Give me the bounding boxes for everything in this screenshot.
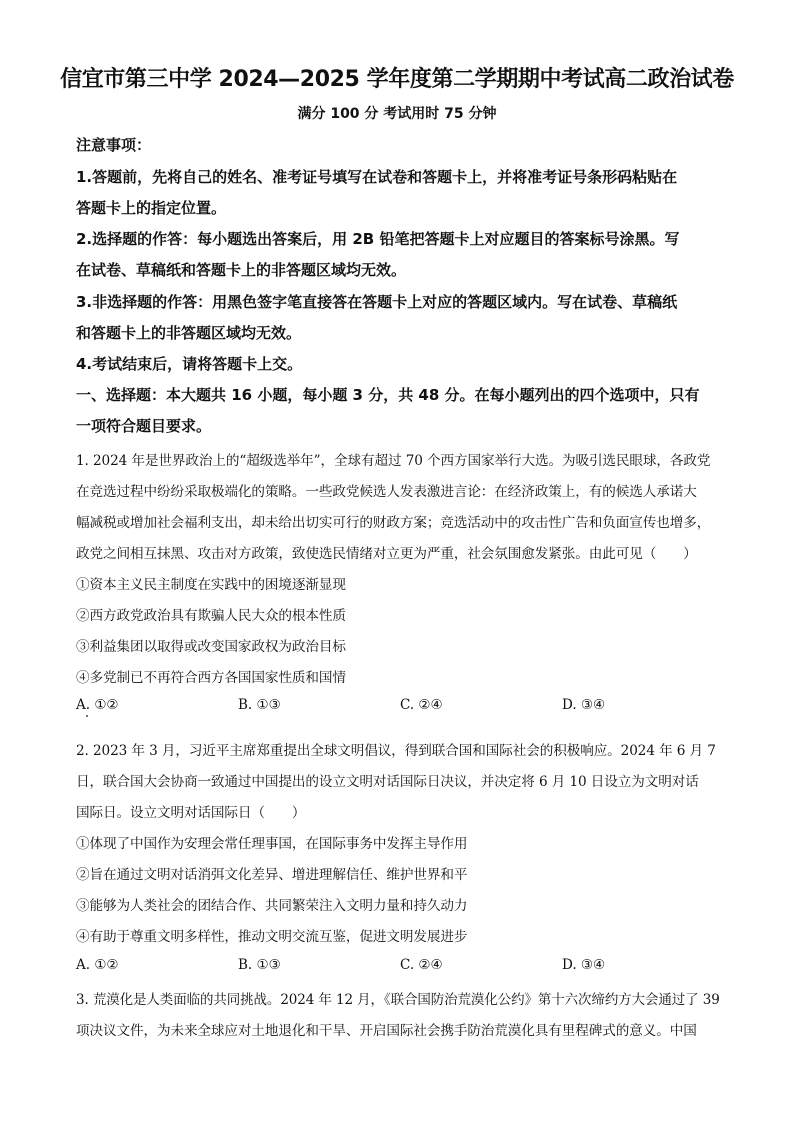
statement-3: ③能够为人类社会的团结合作、共同繁荣注入文明力量和持久动力 — [76, 898, 468, 914]
exam-subtitle: 满分 100 分 考试用时 75 分钟 — [297, 106, 497, 122]
section-heading: 一、选择题：本大题共 16 小题，每小题 3 分，共 48 分。在每小题列出的四个选项中，只有 — [76, 386, 700, 404]
question-1-stem: 幅减税或增加社会福利支出，却未给出切实可行的财政方案；竞选活动中的攻击性广告和负面宣传也增多， — [76, 515, 711, 531]
option-a: A. ①② — [76, 957, 119, 973]
statement-4: ④多党制已不再符合西方各国国家性质和国情 — [76, 670, 346, 686]
section-heading: 一项符合题目要求。 — [76, 417, 212, 435]
question-1-stem: 政党之间相互抹黑、攻击对方政策，致使选民情绪对立更为严重，社会氛围愈发紧张。由此可见（ ） — [76, 546, 697, 562]
question-2-stem: 日，联合国大会协商一致通过中国提出的设立文明对话国际日决议，并决定将 6 月 10 日设立为文明对话 — [76, 774, 699, 790]
option-d: D. ③④ — [562, 697, 606, 713]
statement-3: ③利益集团以取得或改变国家政权为政治目标 — [76, 639, 346, 655]
question-1-stem: 在竞选过程中纷纷采取极端化的策略。一些政党候选人发表激进言论：在经济政策上，有的候选人承诺大 — [76, 484, 697, 500]
option-b: B. ①③ — [238, 697, 281, 713]
option-d: D. ③④ — [562, 957, 606, 973]
statement-1: ①资本主义民主制度在实践中的困境逐渐显现 — [76, 577, 346, 593]
note-line: 答题卡上的指定位置。 — [76, 199, 227, 217]
statement-2: ②旨在通过文明对话消弭文化差异、增进理解信任、维护世界和平 — [76, 867, 468, 883]
note-line: 和答题卡上的非答题区域均无效。 — [76, 324, 302, 342]
note-line: 2.选择题的作答：每小题选出答案后，用 2B 铅笔把答题卡上对应题目的答案标号涂黑。写 — [76, 230, 680, 248]
question-3-stem: 3. 荒漠化是人类面临的共同挑战。2024 年 12 月，《联合国防治荒漠化公约》第十六次缔约方大会通过了 39 — [76, 992, 720, 1008]
question-1-stem: 1. 2024 年是世界政治上的“超级选举年”，全球有超过 70 个西方国家举行大选。为吸引选民眼球，各政党 — [76, 453, 711, 469]
statement-2: ②西方政党政治具有欺骗人民大众的根本性质 — [76, 608, 346, 624]
note-line: 4.考试结束后，请将答题卡上交。 — [76, 355, 303, 373]
exam-title: 信宜市第三中学 2024—2025 学年度第二学期期中考试高二政治试卷 — [60, 67, 734, 92]
notes-heading: 注意事项： — [76, 136, 152, 154]
option-a: A. ①② — [76, 697, 119, 713]
question-2-stem: 国际日。设立文明对话国际日（ ） — [76, 805, 306, 821]
statement-4: ④有助于尊重文明多样性，推动文明交流互鉴，促进文明发展进步 — [76, 929, 468, 945]
option-b: B. ①③ — [238, 957, 281, 973]
note-line: 3.非选择题的作答：用黑色签字笔直接答在答题卡上对应的答题区域内。写在试卷、草稿纸 — [76, 293, 678, 311]
question-3-stem: 项决议文件，为未来全球应对土地退化和干旱、开启国际社会携手防治荒漠化具有里程碑式的意义。中国 — [76, 1023, 697, 1039]
question-2-stem: 2. 2023 年 3 月，习近平主席郑重提出全球文明倡议，得到联合国和国际社会的积极响应。2024 年 6 月 7 — [76, 743, 716, 759]
note-line: 1.答题前，先将自己的姓名、准考证号填写在试卷和答题卡上，并将准考证号条形码粘贴在 — [76, 168, 678, 186]
statement-1: ①体现了中国作为安理会常任理事国，在国际事务中发挥主导作用 — [76, 836, 468, 852]
option-c: C. ②④ — [400, 957, 443, 973]
stray-dot — [86, 715, 88, 717]
note-line: 在试卷、草稿纸和答题卡上的非答题区域均无效。 — [76, 261, 407, 279]
option-c: C. ②④ — [400, 697, 443, 713]
